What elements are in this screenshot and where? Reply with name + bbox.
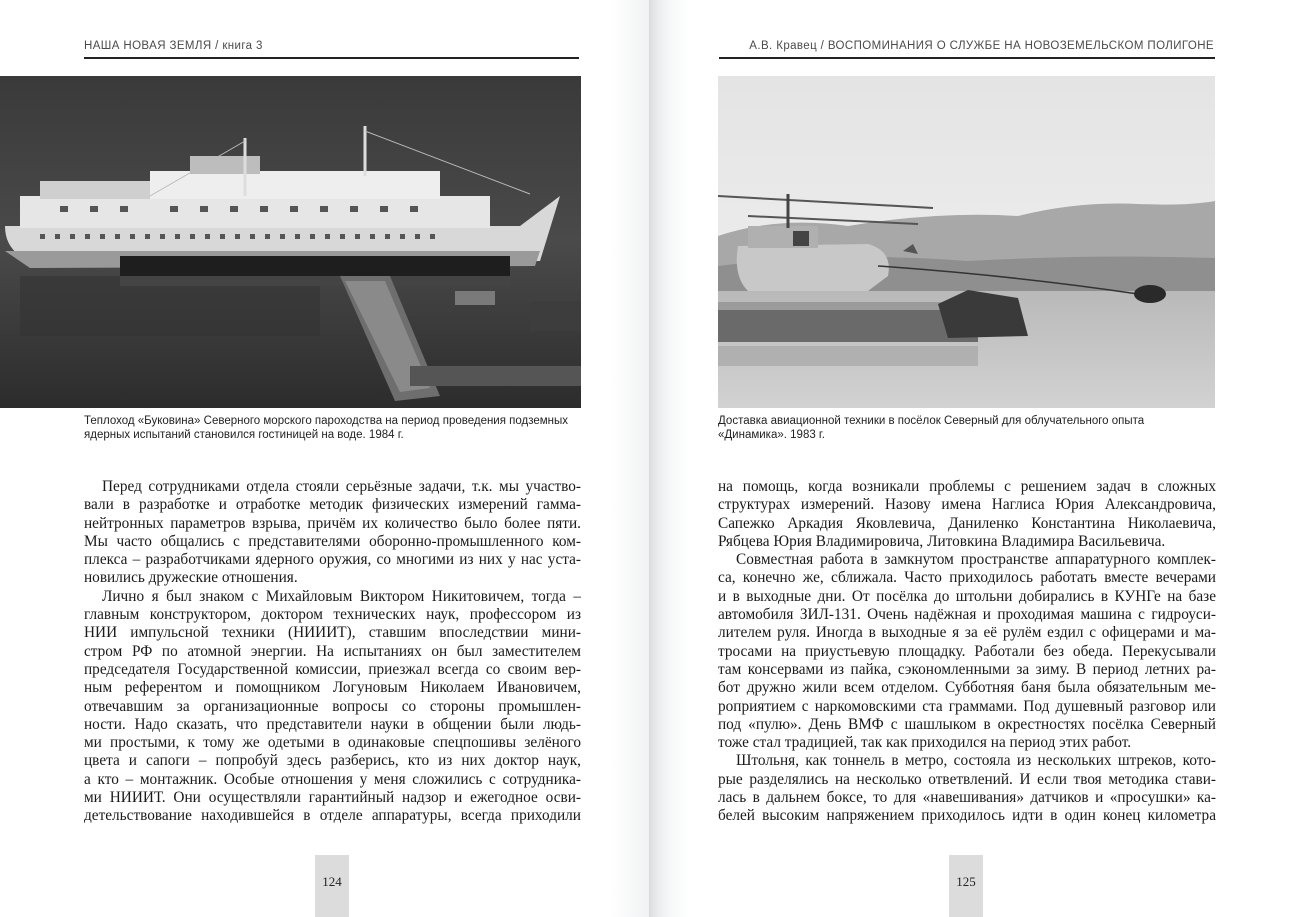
text-line: ным референтом и помощником Логуновым Николаем Ивановичем,: [84, 679, 581, 697]
text-line: плекса – разработчиками ядерного оружия, со многими из них у нас уста-: [84, 551, 581, 569]
text-line: под «пулю». День ВМФ с шашлыком в окрестностях посёлка Северный: [718, 715, 1216, 733]
text-line: новились дружеские отношения.: [84, 569, 298, 587]
text-line: председателя Государственной комиссии, приезжал всегда со своим вер-: [84, 660, 581, 678]
header-rule-right: [719, 57, 1215, 59]
text-line: а кто – монтажник. Особые отношения у меня сложились с сотрудника-: [84, 770, 581, 788]
text-line: рые разделялись на несколько ответвлений. И если твоя методика стави-: [718, 770, 1216, 788]
photo-ship-bukovina: [0, 76, 581, 408]
caption-line: «Динамика». 1983 г.: [718, 429, 825, 441]
text-line: отвечавшим за организационные вопросы со стороны промышлен-: [84, 697, 581, 715]
text-line: роприятием с наркомовскими ста граммами. Под душевный разговор или: [718, 697, 1216, 715]
text-line: НИИ импульсной техники (НИИИТ), ставшим впоследствии мини-: [84, 624, 581, 642]
caption-line: ядерных испытаний становился гостиницей на воде. 1984 г.: [84, 429, 404, 441]
text-line: ми НИИИТ. Они осуществляли гарантийный надзор и ежегодное осви-: [84, 789, 581, 807]
text-line: цвета и сапоги – попробуй здесь разберись, кто из них доктор наук,: [84, 752, 581, 770]
page-number-right: 125: [949, 855, 983, 917]
text-line: нейтронных параметров взрыва, причём их количество было более пяти.: [84, 514, 581, 532]
text-line: Совместная работа в замкнутом пространстве аппаратурного комплек-: [736, 551, 1216, 569]
text-line: детельствование находившейся в отделе аппаратуры, всегда приходили: [84, 807, 581, 825]
text-line: на помощь, когда возникали проблемы с решением задач в сложных: [718, 478, 1216, 495]
text-line: тоже стал традицией, так как приходился на период этих работ.: [718, 734, 1132, 752]
text-line: тросами на приустьевую площадку. Работали без обеда. Перекусывали: [718, 642, 1216, 660]
photo-caption-right: [718, 414, 1218, 442]
body-text-right: [718, 478, 1216, 826]
text-line: Мы часто общались с представителями оборонно-промышленного ком-: [84, 532, 581, 550]
text-line: стром РФ по атомной энергии. На испытаниях он был заместителем: [84, 642, 581, 660]
text-line: са, конечно же, сближала. Часто приходилось работать вместе вечерами: [718, 569, 1216, 587]
text-line: бот дружно жили всем отделом. Субботняя баня была обязательным ме-: [718, 679, 1216, 697]
caption-line: Доставка авиационной техники в посёлок Северный для облучательного опыта: [718, 415, 1145, 427]
running-head-right: А.В. Кравец / ВОСПОМИНАНИЯ О СЛУЖБЕ НА НОВОЗЕМЕЛЬСКОМ ПОЛИГОНЕ: [749, 40, 1214, 52]
text-line: белей высоким напряжением приходилось идти в один конец километра: [718, 807, 1216, 825]
text-line: вали в разработке и отработке методик физических измерений гамма-: [84, 496, 581, 514]
text-line: и в выходные дни. От посёлка до штольни добирались в КУНГе на базе: [718, 587, 1216, 605]
text-line: Лично я был знаком с Михайловым Виктором Никитовичем, тогда –: [102, 587, 581, 605]
text-line: Рябцева Юрия Владимировича, Литовкина Владимира Васильевича.: [718, 532, 1166, 550]
header-rule-left: [84, 57, 579, 59]
text-line: ми простыми, к тому же одетыми в одинаковые спецпошивы зелёного: [84, 734, 581, 752]
right-page: [649, 0, 1299, 917]
text-line: там консервами из пайка, сэкономленными за зиму. В период летних ра-: [718, 660, 1216, 678]
text-line: лась в дальнем боксе, то для «навешивания» датчиков и «просушки» ка-: [718, 789, 1216, 807]
text-line: автомобиля ЗИЛ-131. Очень надёжная и проходимая машина с гидроуси-: [718, 606, 1216, 624]
page-number-left: 124: [315, 855, 349, 917]
photo-helicopter-delivery: [718, 76, 1215, 408]
photo-caption-left: [84, 414, 584, 442]
text-line: ности. Надо сказать, что представители науки в общении были людь-: [84, 715, 581, 733]
text-line: Перед сотрудниками отдела стояли серьёзные задачи, т.к. мы участво-: [102, 478, 581, 495]
caption-line: Теплоход «Буковина» Северного морского пароходства на период проведения подземных: [84, 415, 569, 427]
body-text-left: [84, 478, 581, 826]
text-line: лителем руля. Иногда в выходные я за её рулём ездил с офицерами и ма-: [718, 624, 1216, 642]
text-line: главным конструктором, доктором технических наук, профессором из: [84, 606, 581, 624]
left-page: [0, 0, 649, 917]
text-line: Сапежко Аркадия Яковлевича, Даниленко Константина Николаевича,: [718, 514, 1216, 532]
text-line: структурах измерений. Назову имена Наглиса Юрия Александровича,: [718, 496, 1216, 514]
running-head-left: НАША НОВАЯ ЗЕМЛЯ / книга 3: [84, 40, 263, 52]
text-line: Штольня, как тоннель в метро, состояла из нескольких штреков, кото-: [736, 752, 1216, 770]
